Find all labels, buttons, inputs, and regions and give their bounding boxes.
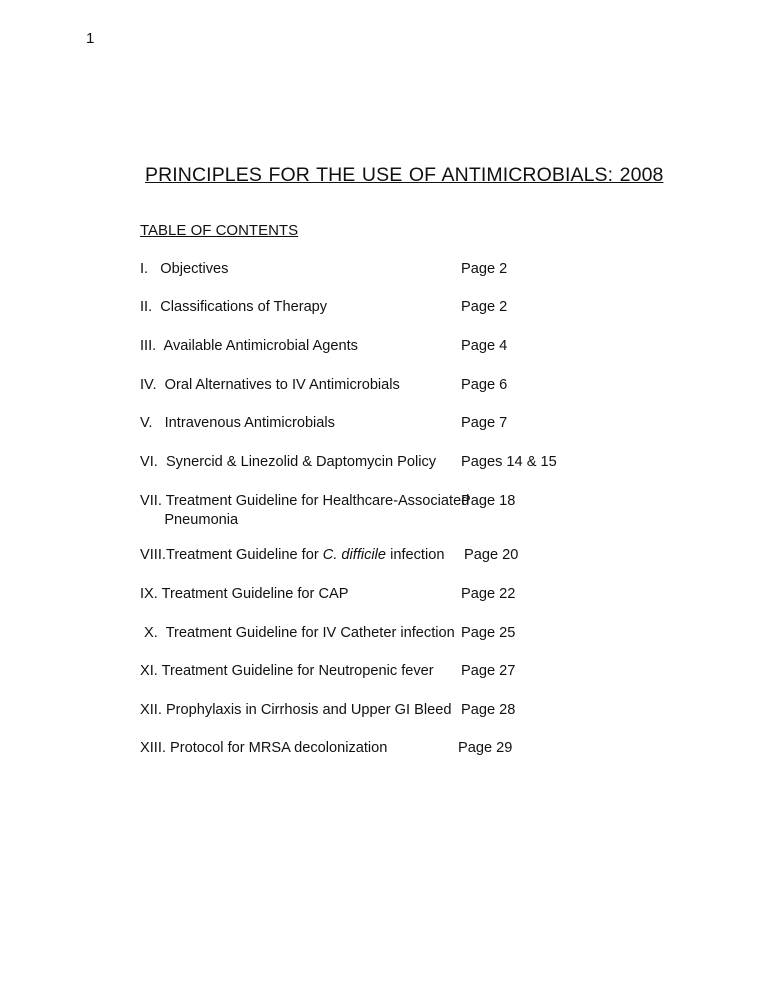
toc-entry-label: I. Objectives (140, 261, 229, 277)
toc-entry-page: Page 29 (458, 740, 513, 756)
toc-entry-label: XII. Prophylaxis in Cirrhosis and Upper GI Bleed (140, 702, 452, 718)
toc-entry-label: V. Intravenous Antimicrobials (140, 415, 335, 431)
toc-entry-page: Pages 14 & 15 (461, 454, 557, 470)
toc-entry-page: Page 2 (461, 299, 508, 315)
toc-entry-label: X. Treatment Guideline for IV Catheter infection (140, 625, 455, 641)
toc-entry-label: IX. Treatment Guideline for CAP (140, 586, 349, 602)
page-number: 1 (86, 30, 95, 47)
document-title: PRINCIPLES FOR THE USE OF ANTIMICROBIALS: 2008 (145, 164, 664, 186)
toc-entry-label: IV. Oral Alternatives to IV Antimicrobials (140, 377, 400, 393)
toc-entry-label: XIII. Protocol for MRSA decolonization (140, 740, 388, 756)
toc-entry-label-continued: Pneumonia (140, 512, 239, 528)
toc-entry-label: III. Available Antimicrobial Agents (140, 338, 358, 354)
toc-entry-page: Page 27 (461, 663, 516, 679)
toc-entry-page: Page 28 (461, 702, 516, 718)
toc-entry-page: Page 22 (461, 586, 516, 602)
toc-entry-label: II. Classifications of Therapy (140, 299, 328, 315)
toc-heading: TABLE OF CONTENTS (140, 222, 299, 239)
toc-entry-label: VIII.Treatment Guideline for C. difficile infection (140, 547, 445, 563)
toc-entry-page: Page 20 (464, 547, 519, 563)
toc-entry-page: Page 2 (461, 261, 508, 277)
toc-entry-page: Page 18 (461, 493, 516, 509)
toc-entry-page: Page 4 (461, 338, 508, 354)
toc-entry-label: VII. Treatment Guideline for Healthcare-Associated (140, 493, 470, 509)
toc-entry-page: Page 25 (461, 625, 516, 641)
toc-entry-page: Page 6 (461, 377, 508, 393)
toc-entry-label: VI. Synercid & Linezolid & Daptomycin Policy (140, 454, 437, 470)
toc-entry-label: XI. Treatment Guideline for Neutropenic fever (140, 663, 434, 679)
toc-entry-page: Page 7 (461, 415, 508, 431)
